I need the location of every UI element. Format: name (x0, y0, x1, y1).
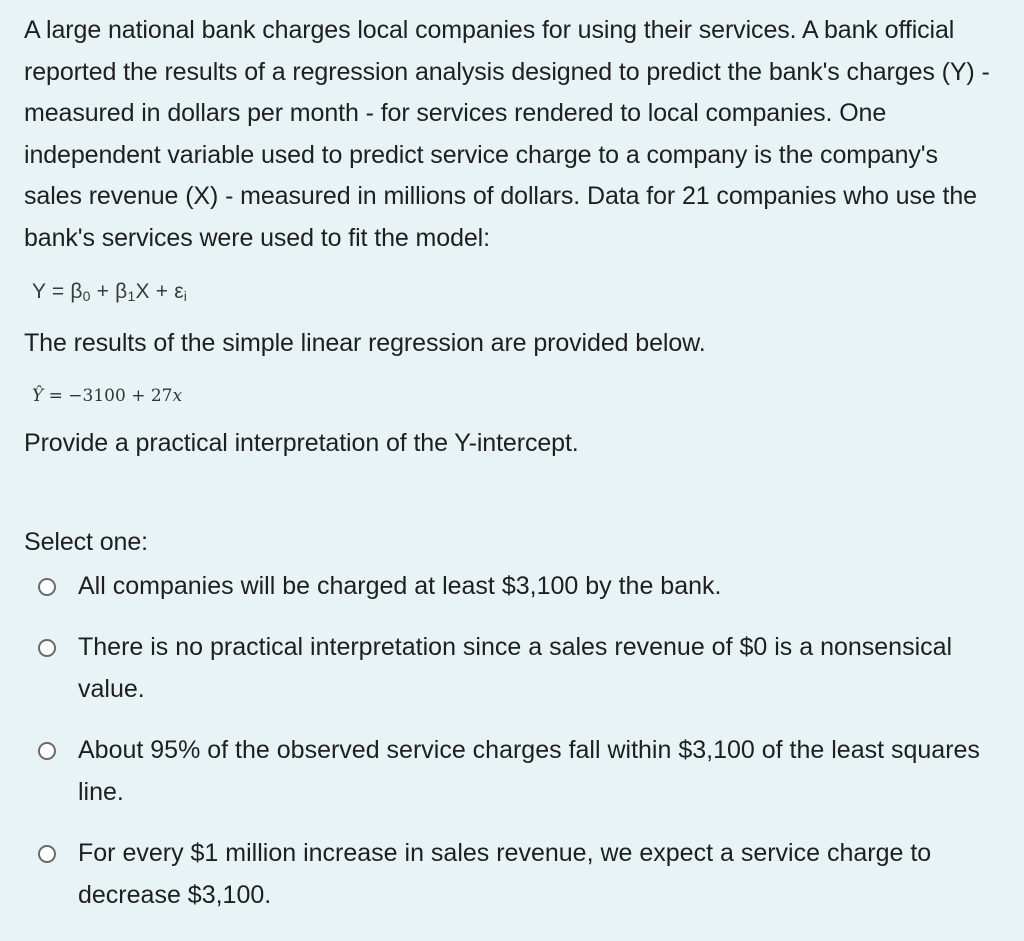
answer-options (24, 566, 1000, 917)
question-prompt: Provide a practical interpretation of the Y-intercept. (24, 428, 579, 457)
answer-option-1[interactable] (24, 566, 1000, 608)
answer-option-label[interactable]: There is no practical interpretation since a sales revenue of $0 is a nonsensical value. (78, 633, 953, 703)
fitted-equation (32, 383, 1000, 409)
answer-option-label[interactable]: For every $1 million increase in sales revenue, we expect a service charge to decrease $3,100. (78, 839, 932, 909)
select-one-label: Select one: (24, 528, 148, 556)
model-equation (32, 277, 1000, 307)
question-intro: A large national bank charges local companies for using their services. A bank official reported the results of a regression analysis designed to predict the bank's charges (Y) - measured in dollars per month - for services rendered to local companies. One independent variable used to predict service charge to a company is the company's sales revenue (X) - measured in millions of dollars. Data for 21 companies who use the bank's services were used to fit the model: (24, 16, 990, 252)
model-sub-i: i (183, 288, 188, 304)
answer-option-label[interactable]: About 95% of the observed service charges fall within $3,100 of the least squares line. (78, 736, 980, 806)
model-sub-1: 1 (127, 288, 136, 304)
model-mid: + β (90, 280, 128, 303)
radio-button-icon[interactable] (38, 578, 56, 596)
fitted-rhs: = −3100 + 27 (43, 385, 173, 406)
answer-option-4[interactable] (24, 833, 1000, 916)
fitted-var: x (172, 385, 183, 406)
model-rest: X + ε (135, 280, 184, 303)
radio-button-icon[interactable] (38, 845, 56, 863)
fitted-lhs: Ŷ (32, 385, 44, 406)
answer-option-3[interactable] (24, 730, 1000, 813)
model-lhs: Y = β (32, 280, 83, 303)
radio-button-icon[interactable] (38, 742, 56, 760)
answer-option-label[interactable]: All companies will be charged at least $3,100 by the bank. (78, 571, 722, 600)
results-text: The results of the simple linear regression are provided below. (24, 329, 706, 357)
answer-option-2[interactable] (24, 627, 1000, 710)
model-sub-0: 0 (82, 288, 91, 304)
radio-button-icon[interactable] (38, 639, 56, 657)
